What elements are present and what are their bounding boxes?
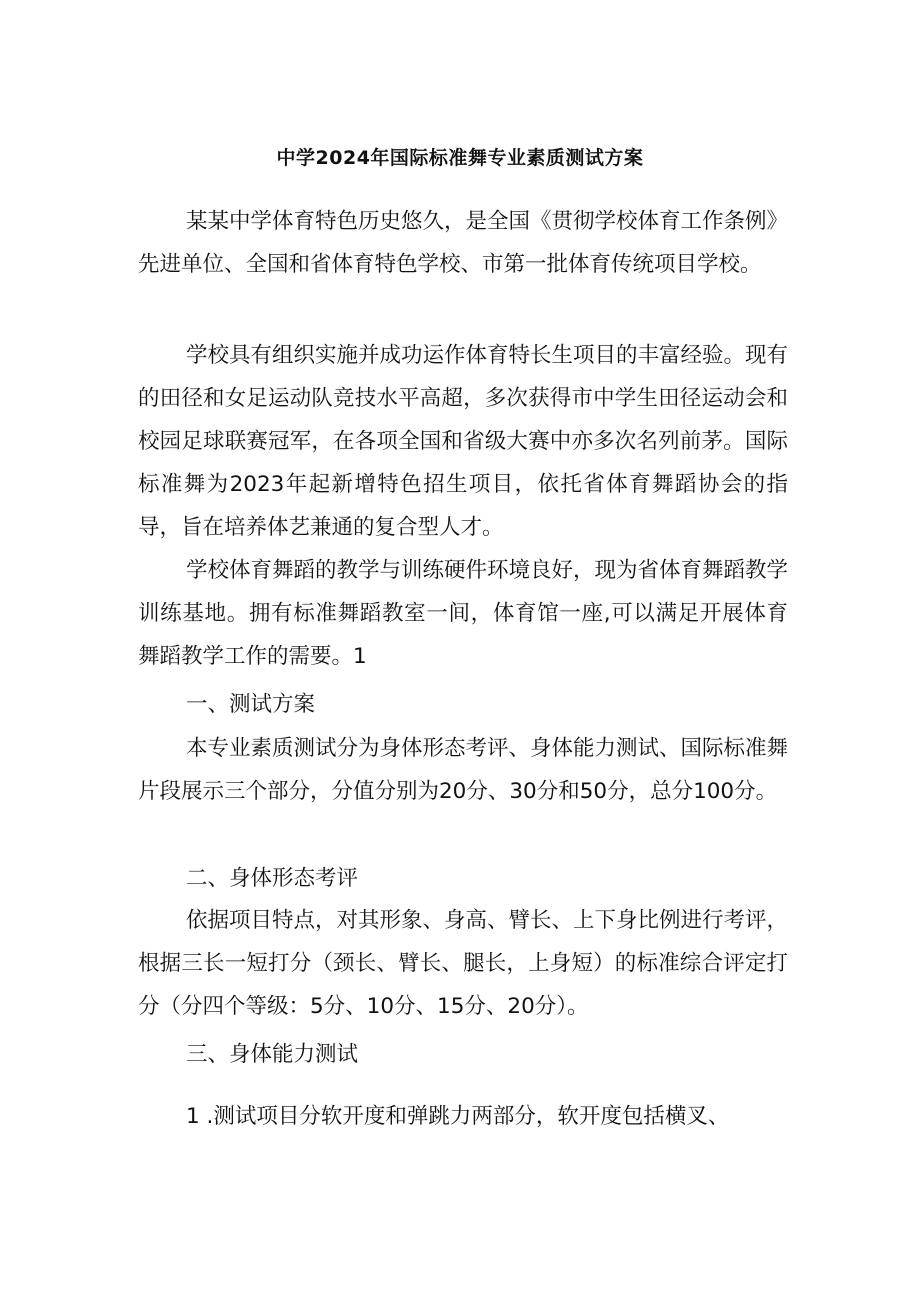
intro-paragraph-2: 学校具有组织实施并成功运作体育特长生项目的丰富经验。现有的田径和女足运动队竞技水平高超，多次获得市中学生田径运动会和校园足球联赛冠军，在各项全国和省级大赛中亦多次名列前茅。国际标准舞为2023年起新增特色招生项目，依托省体育舞蹈协会的指导，旨在培养体艺兼通的复合型人才。	[138, 343, 789, 540]
section-3-heading: 三、身体能力测试	[186, 1042, 359, 1067]
section-1-heading: 一、测试方案	[186, 692, 316, 717]
document-title: 中学2024年国际标准舞专业素质测试方案	[276, 147, 644, 169]
section-3-item-1: 1 .测试项目分软开度和弹跳力两部分，软开度包括横叉、	[186, 1104, 730, 1129]
intro-paragraph-1: 某某中学体育特色历史悠久，是全国《贯彻学校体育工作条例》先进单位、全国和省体育特色学校、市第一批体育传统项目学校。	[138, 209, 789, 277]
section-2-text: 依据项目特点，对其形象、身高、臂长、上下身比例进行考评，根据三长一短打分（颈长、臂长、腿长，上身短）的标准综合评定打分（分四个等级：5分、10分、15分、20分）。	[138, 908, 789, 1019]
intro-paragraph-3: 学校体育舞蹈的教学与训练硬件环境良好，现为省体育舞蹈教学训练基地。拥有标准舞蹈教室一间，体育馆一座,可以满足开展体育舞蹈教学工作的需要。1	[138, 558, 789, 669]
section-1-text: 本专业素质测试分为身体形态考评、身体能力测试、国际标准舞片段展示三个部分，分值分别为20分、30分和50分，总分100分。	[138, 736, 789, 804]
section-2-heading: 二、身体形态考评	[186, 866, 359, 891]
